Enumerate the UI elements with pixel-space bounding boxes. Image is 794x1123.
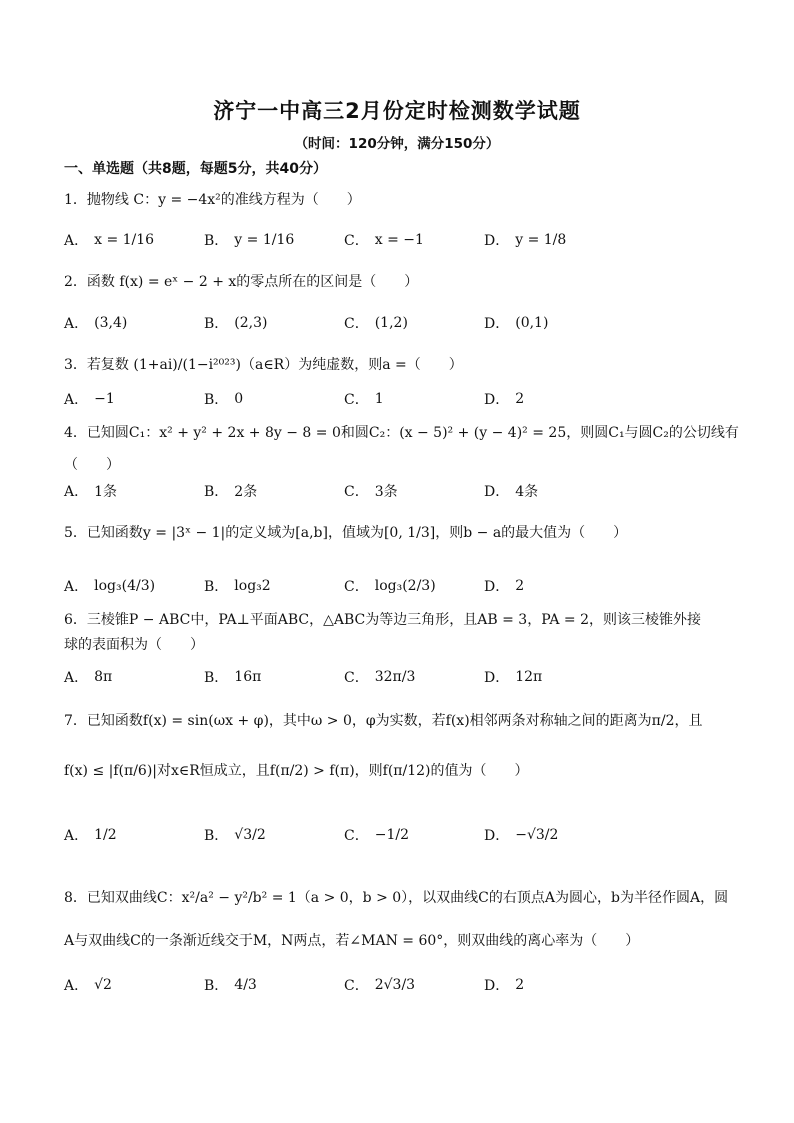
- question-2-options: [64, 303, 764, 343]
- question-text: 1．: [64, 192, 87, 208]
- question-4-stem-line2: （ ）: [64, 457, 120, 473]
- option-label: A．: [64, 978, 89, 994]
- option-label: B．: [204, 392, 229, 408]
- option-text: x = −1: [374, 232, 424, 248]
- question-text: 已知圆: [86, 425, 129, 441]
- option-label: A．: [64, 316, 89, 332]
- option-b[interactable]: [204, 220, 294, 260]
- question-text: 8．: [64, 890, 87, 906]
- option-d[interactable]: [484, 815, 558, 855]
- question-text: 的定义域为: [225, 525, 296, 541]
- option-a[interactable]: [64, 220, 154, 260]
- question-4-stem: [64, 424, 754, 442]
- option-label: D．: [484, 316, 510, 332]
- option-label: C．: [344, 978, 369, 994]
- option-d[interactable]: [484, 379, 524, 419]
- question-text: 7．: [64, 713, 87, 729]
- question-text: 和圆: [340, 425, 369, 441]
- option-c[interactable]: [344, 220, 424, 260]
- option-c[interactable]: [344, 303, 408, 343]
- option-b[interactable]: [204, 965, 257, 1005]
- option-text: 2条: [234, 484, 258, 500]
- option-b[interactable]: [204, 379, 243, 419]
- option-text: log₃2: [234, 578, 271, 594]
- option-c[interactable]: [344, 965, 415, 1005]
- option-label: B．: [204, 316, 229, 332]
- option-d[interactable]: [484, 220, 566, 260]
- option-text: 32π/3: [374, 669, 416, 685]
- question-7-stem-line2: f(x) ≤ |f(π/6)|对x∈R恒成立，且f(π/2) > f(π)，则f(π/12)的值为（ ）: [64, 763, 529, 779]
- option-b[interactable]: [204, 815, 266, 855]
- option-label: C．: [344, 484, 369, 500]
- option-label: B．: [204, 579, 229, 595]
- question-text: 4．: [64, 425, 87, 441]
- question-1-options: [64, 220, 764, 260]
- option-d[interactable]: [484, 303, 548, 343]
- option-a[interactable]: [64, 303, 127, 343]
- option-d[interactable]: [484, 965, 524, 1005]
- option-label: C．: [344, 316, 369, 332]
- option-text: y = 1/8: [515, 232, 567, 248]
- question-text: [0, 1/3]: [383, 525, 436, 541]
- option-label: D．: [484, 978, 510, 994]
- question-text: 2．: [64, 274, 87, 290]
- option-c[interactable]: [344, 471, 398, 511]
- option-b[interactable]: [204, 657, 261, 697]
- option-a[interactable]: [64, 657, 112, 697]
- option-text: 16π: [234, 669, 262, 685]
- option-text: (3,4): [94, 315, 128, 331]
- option-label: D．: [484, 670, 510, 686]
- section-heading: 一、单选题（共8题，每题5分，共40分）: [64, 161, 327, 177]
- question-text: 抛物线: [86, 192, 129, 208]
- question-4-options: [64, 471, 764, 511]
- option-label: D．: [484, 579, 510, 595]
- option-a[interactable]: [64, 379, 115, 419]
- option-label: B．: [204, 978, 229, 994]
- option-text: 2: [515, 977, 525, 993]
- question-8-stem-line2: A与双曲线C的一条渐近线交于M，N两点，若∠MAN = 60°，则双曲线的离心率为（ ）: [64, 933, 640, 949]
- option-text: 2√3/3: [374, 977, 416, 993]
- option-text: −1/2: [374, 827, 409, 843]
- option-a[interactable]: [64, 566, 155, 606]
- option-label: D．: [484, 392, 510, 408]
- option-label: C．: [344, 828, 369, 844]
- option-d[interactable]: [484, 471, 538, 511]
- option-label: B．: [204, 233, 229, 249]
- option-label: D．: [484, 484, 510, 500]
- option-b[interactable]: [204, 471, 257, 511]
- question-8-stem: [64, 889, 754, 907]
- option-label: B．: [204, 484, 229, 500]
- option-d[interactable]: [484, 566, 524, 606]
- option-label: B．: [204, 828, 229, 844]
- option-label: A．: [64, 233, 89, 249]
- option-text: log₃(2/3): [374, 578, 436, 594]
- option-label: D．: [484, 233, 510, 249]
- question-1-math: C：y = −4x²: [133, 192, 221, 208]
- option-c[interactable]: [344, 815, 409, 855]
- option-label: A．: [64, 670, 89, 686]
- option-text: (2,3): [234, 315, 268, 331]
- question-5-stem: [64, 524, 754, 542]
- question-3-stem: [64, 356, 754, 374]
- option-text: (0,1): [515, 315, 549, 331]
- question-5-options: [64, 566, 764, 606]
- option-label: A．: [64, 484, 89, 500]
- option-c[interactable]: [344, 566, 436, 606]
- question-text: C₂：(x − 5)² + (y − 4)² = 25: [368, 425, 567, 441]
- question-text: 6．: [64, 612, 87, 628]
- option-c[interactable]: [344, 657, 415, 697]
- option-text: 8π: [94, 669, 113, 685]
- question-3-options: [64, 379, 764, 419]
- question-6-options: [64, 657, 764, 697]
- page-title: 济宁一中高三2月份定时检测数学试题: [213, 99, 581, 123]
- option-text: 1条: [94, 484, 118, 500]
- question-text: 三棱锥P − ABC中，PA⊥平面ABC，△ABC为等边三角形，且AB = 3，PA = 2，则该三棱锥外接: [86, 612, 701, 628]
- option-c[interactable]: [344, 379, 384, 419]
- question-text: [a,b]: [295, 525, 328, 541]
- option-text: √2: [94, 977, 112, 993]
- question-text: 的零点所在的区间是（ ）: [236, 274, 419, 290]
- question-text: ，则圆C₁与圆C₂的公切线有: [566, 425, 739, 441]
- question-2-stem: [64, 273, 754, 291]
- question-text: 已知双曲线C：x²/a² − y²/b² = 1（a > 0，b > 0），以双曲线C的右顶点A为圆心，b为半径作圆A，圆: [86, 890, 729, 906]
- question-text: C₁：x² + y² + 2x + 8y − 8 = 0: [128, 425, 341, 441]
- question-7-options: [64, 815, 764, 855]
- option-a[interactable]: [64, 815, 117, 855]
- question-text: 已知函数: [86, 525, 143, 541]
- option-label: C．: [344, 392, 369, 408]
- question-1-stem: [64, 191, 754, 209]
- question-text: 若复数: [86, 357, 129, 373]
- option-text: 1/2: [94, 827, 117, 843]
- option-text: −1: [94, 391, 115, 407]
- question-text: （a∈R）为纯虚数，则a =（ ）: [240, 357, 463, 373]
- option-text: 4条: [515, 484, 539, 500]
- option-label: C．: [344, 233, 369, 249]
- option-label: A．: [64, 579, 89, 595]
- option-text: 0: [234, 391, 244, 407]
- option-label: C．: [344, 579, 369, 595]
- option-text: 4/3: [234, 977, 257, 993]
- question-text: 的准线方程为（ ）: [220, 192, 361, 208]
- question-6-stem-line2: 球的表面积为（ ）: [64, 637, 204, 653]
- question-text: ，则b − a的最大值为（ ）: [435, 525, 628, 541]
- option-text: 2: [515, 578, 525, 594]
- option-a[interactable]: [64, 965, 112, 1005]
- option-text: 3条: [374, 484, 398, 500]
- option-text: √3/2: [234, 827, 266, 843]
- question-text: ，值域为: [327, 525, 384, 541]
- option-b[interactable]: [204, 566, 271, 606]
- option-text: −√3/2: [515, 827, 559, 843]
- option-d[interactable]: [484, 657, 542, 697]
- option-text: 12π: [515, 669, 543, 685]
- question-7-stem: [64, 712, 754, 730]
- exam-subtitle: （时间：120分钟，满分150分）: [294, 136, 500, 152]
- question-2-math: f(x) = eˣ − 2 + x: [119, 274, 237, 290]
- option-label: C．: [344, 670, 369, 686]
- option-b[interactable]: [204, 303, 268, 343]
- option-a[interactable]: [64, 471, 117, 511]
- question-text: 已知函数f(x) = sin(ωx + φ)，其中ω > 0，φ为实数，若f(x)相邻两条对称轴之间的距离为π/2，且: [86, 713, 703, 729]
- option-label: B．: [204, 670, 229, 686]
- question-text: 函数: [86, 274, 115, 290]
- question-text: 3．: [64, 357, 87, 373]
- option-text: 1: [374, 391, 384, 407]
- option-label: A．: [64, 828, 89, 844]
- option-label: A．: [64, 392, 89, 408]
- question-text: y = |3ˣ − 1|: [142, 525, 226, 541]
- question-6-stem: [64, 611, 754, 629]
- option-text: y = 1/16: [234, 232, 295, 248]
- question-8-options: [64, 965, 764, 1005]
- question-text: 5．: [64, 525, 87, 541]
- option-text: (1,2): [374, 315, 408, 331]
- option-label: D．: [484, 828, 510, 844]
- option-text: log₃(4/3): [94, 578, 156, 594]
- option-text: x = 1/16: [94, 232, 155, 248]
- question-3-math: (1+ai)/(1−i²⁰²³): [133, 357, 241, 373]
- option-text: 2: [515, 391, 525, 407]
